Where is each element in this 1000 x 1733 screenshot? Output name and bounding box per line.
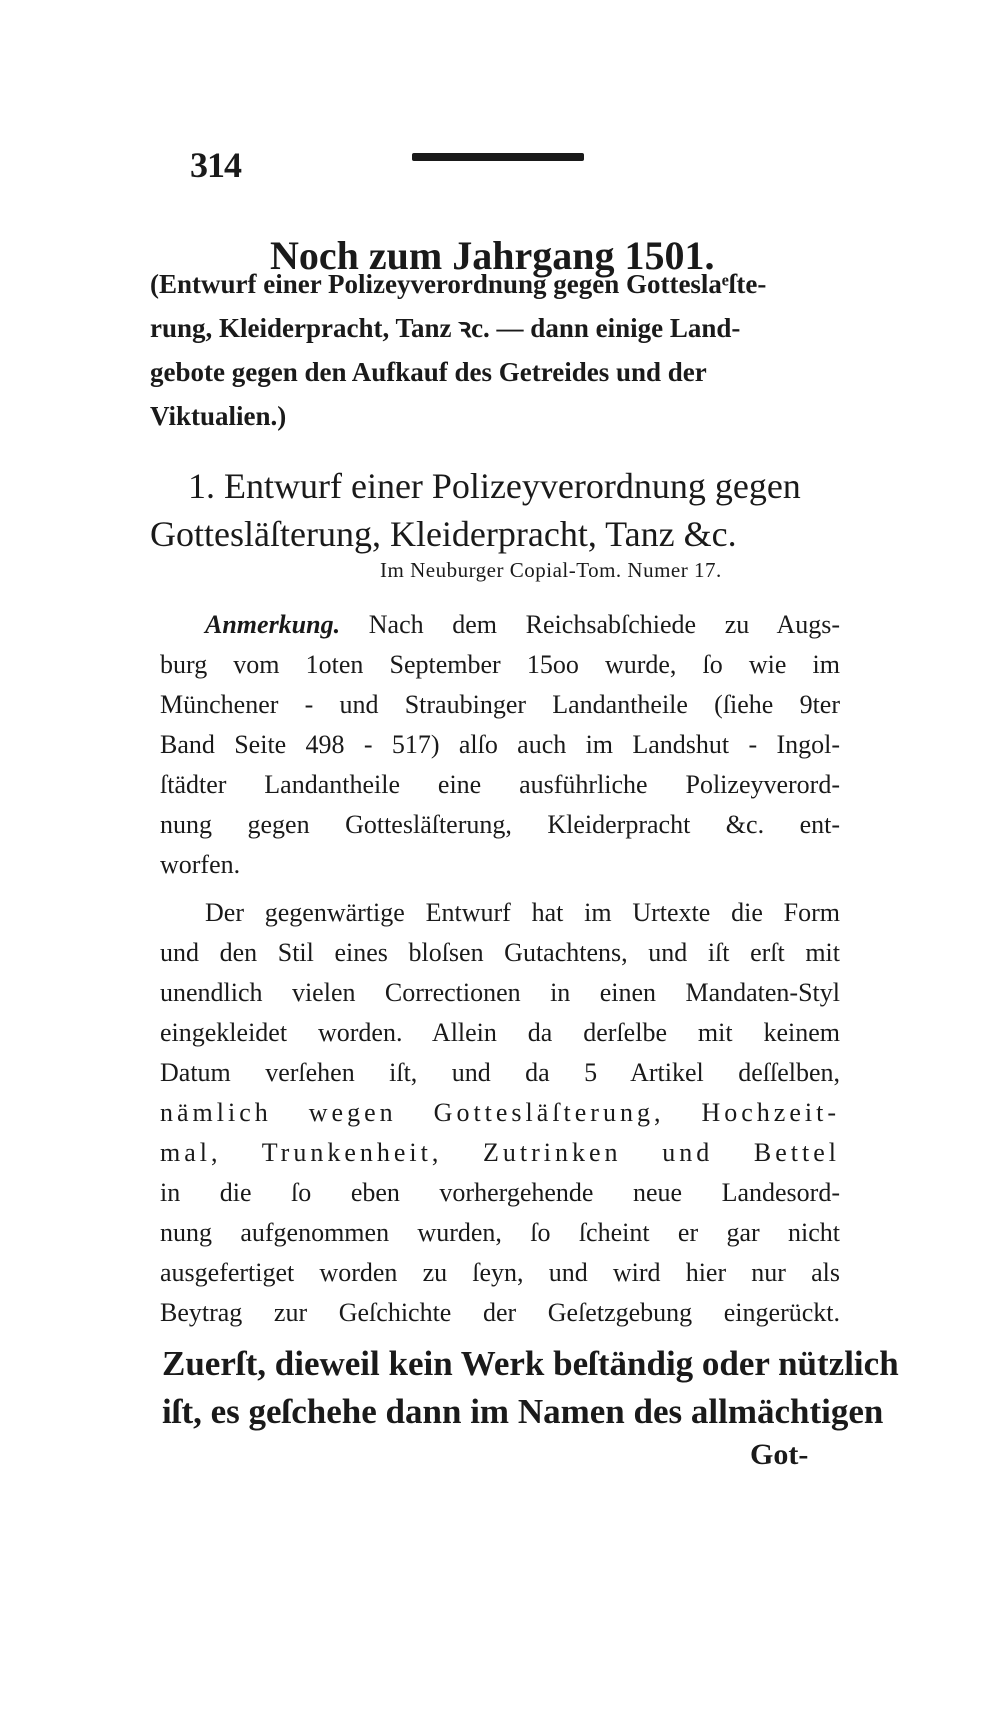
paragraph-line: ſtädter Landantheile eine ausführliche Polizeyverord- [160,770,840,799]
section-title-line2: Gottesläſterung, Kleiderpracht, Tanz &c. [150,514,737,554]
paragraph-line: nämlich wegen Gottesläſterung, Hochzeit- [160,1098,840,1127]
paragraph-line: nung gegen Gottesläſterung, Kleiderpracht &c. ent- [160,810,840,839]
paragraph-line: nung aufgenommen wurden, ſo ſcheint er gar nicht [160,1218,840,1247]
paragraph-line: Beytrag zur Geſchichte der Geſetzgebung eingerückt. [160,1298,840,1327]
paragraph-line: Der gegenwärtige Entwurf hat im Urtexte die Form [205,898,840,927]
fraktur-text-line1: Zuerſt, dieweil kein Werk beſtändig oder nützlich [162,1344,899,1383]
paragraph-line: in die ſo eben vorhergehende neue Landesord- [160,1178,840,1207]
paragraph-line: mal, Trunkenheit, Zutrinken und Bettel [160,1138,840,1167]
annotation-label: Anmerkung. [205,610,341,639]
source-note: Im Neuburger Copial-Tom. Numer 17. [380,558,722,582]
running-title: Noch zum Jahrgang 1501. [270,233,715,278]
catchword: Got- [750,1438,809,1471]
paragraph-line: burg vom 1oten September 15oo wurde, ſo wie im [160,650,840,679]
paragraph-line: und den Stil eines bloſsen Gutachtens, und iſt erſt mit [160,938,840,967]
summary-line: rung, Kleiderpracht, Tanz ꝛc. — dann einige Land- [150,313,741,343]
summary-line: (Entwurf einer Polizeyverordnung gegen Gotteslaͤſte- [150,269,767,299]
paragraph-line: Band Seite 498 - 517) alſo auch im Landshut - Ingol- [160,730,840,759]
paragraph-line: worfen. [160,850,241,879]
page-number: 314 [190,145,241,185]
summary-line: gebote gegen den Aufkauf des Getreides und der [150,357,707,387]
summary-line: Viktualien.) [150,401,287,431]
paragraph-line [205,605,840,645]
paragraph-line: Datum verſehen iſt, und da 5 Artikel deſſelben, [160,1058,840,1087]
fraktur-text-line2: iſt, es geſchehe dann im Namen des allmächtigen [162,1392,884,1431]
paragraph-line: unendlich vielen Correctionen in einen Mandaten-Styl [160,978,840,1007]
paragraph-line: Münchener - und Straubinger Landantheile (ſiehe 9ter [160,690,840,719]
paragraph-line: ausgefertiget worden zu ſeyn, und wird hier nur als [160,1258,840,1287]
header-rule [412,153,584,161]
section-title-line1: 1. Entwurf einer Polizeyverordnung gegen [188,466,801,506]
paragraph-line: eingekleidet worden. Allein da derſelbe mit keinem [160,1018,840,1047]
paragraph-text: Nach dem Reichsabſchiede zu Augs- [368,610,841,639]
